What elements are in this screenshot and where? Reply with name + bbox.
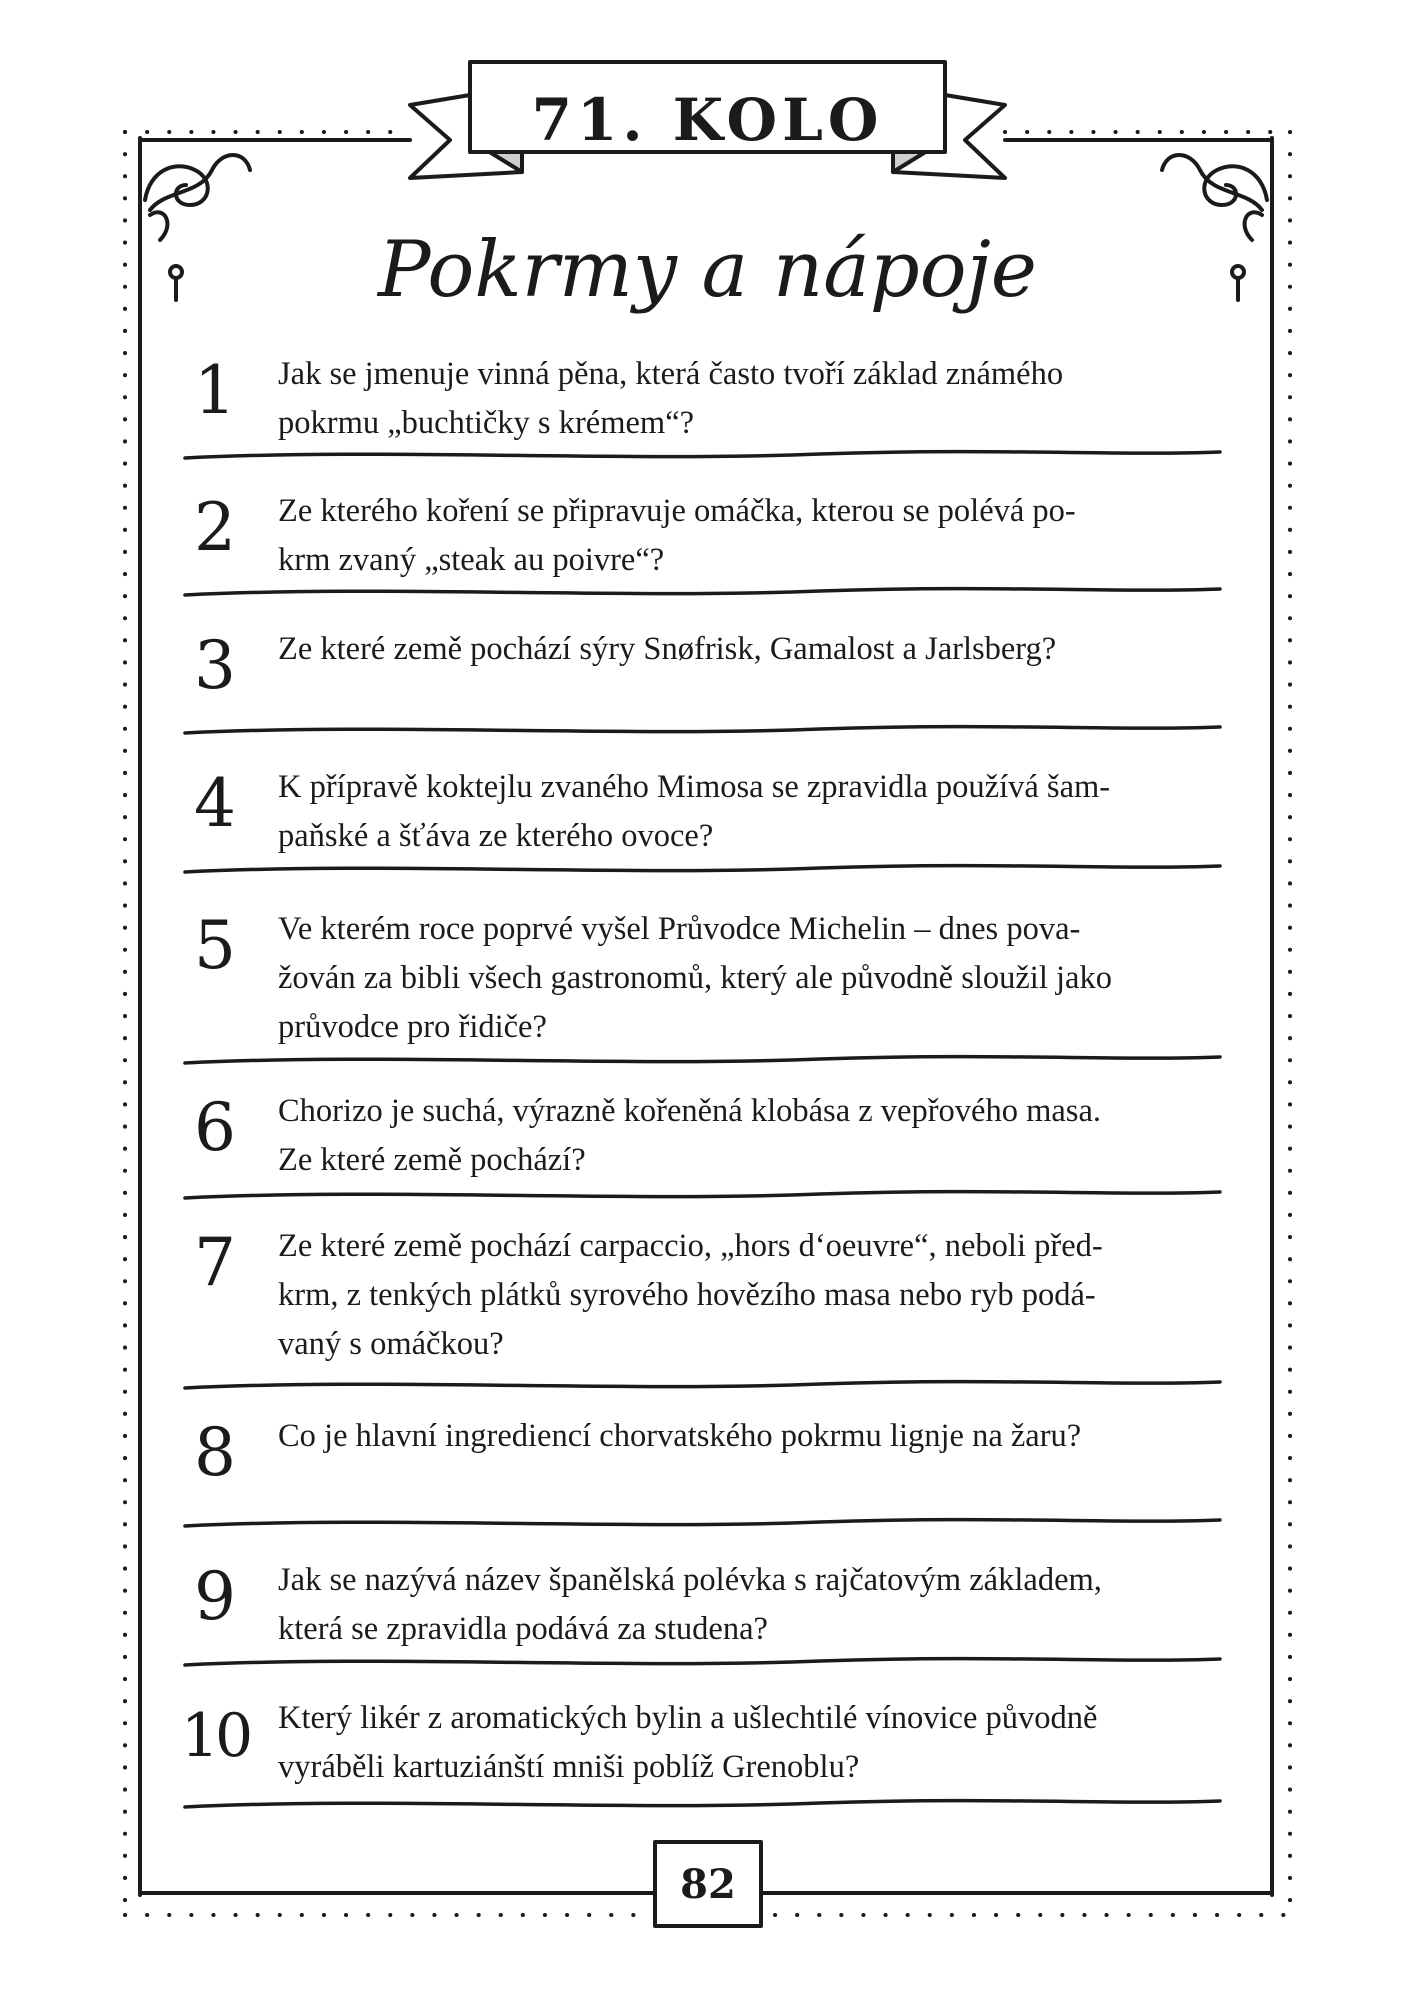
question-text: [278, 1222, 1248, 1369]
question-line: žován za bibli všech gastronomů, který ale původně sloužil jako: [278, 960, 1112, 996]
question-line: Co je hlavní ingrediencí chorvatského pokrmu lignje na žaru?: [278, 1418, 1082, 1454]
question-text: [278, 1556, 1248, 1654]
page-number: 82: [680, 1860, 736, 1908]
question-line: krm zvaný „steak au poivre“?: [278, 542, 665, 578]
question-text: [278, 1412, 1248, 1461]
question-number: 3: [194, 627, 236, 704]
question-line: Ze které země pochází?: [278, 1142, 586, 1178]
question-number: 10: [180, 1701, 250, 1771]
corner-ornament-left: [145, 155, 250, 300]
question-text: [278, 1087, 1248, 1185]
question-line: vyráběli kartuziánští mniši poblíž Grenoblu?: [278, 1749, 860, 1785]
question-line: K přípravě koktejlu zvaného Mimosa se zpravidla používá šam-: [278, 769, 1111, 805]
question-line: pokrmu „buchtičky s krémem“?: [278, 405, 695, 441]
question-line: která se zpravidla podává za studena?: [278, 1611, 768, 1647]
question-text: [278, 487, 1248, 585]
round-label: 71. KOLO: [531, 86, 884, 154]
question-line: průvodce pro řidiče?: [278, 1009, 547, 1045]
question-number: 8: [194, 1414, 236, 1491]
question-number: 2: [194, 489, 236, 566]
question-number: 5: [194, 907, 236, 984]
question-number: 7: [194, 1224, 236, 1301]
question-number: 1: [194, 352, 236, 429]
question-text: [278, 350, 1248, 448]
question-line: Chorizo je suchá, výrazně kořeněná klobása z vepřového masa.: [278, 1093, 1102, 1129]
question-line: Jak se nazývá název španělská polévka s rajčatovým základem,: [278, 1562, 1102, 1598]
question-text: [278, 1694, 1248, 1792]
question-text: [278, 763, 1248, 861]
question-line: Ze kterého koření se připravuje omáčka, kterou se polévá po-: [278, 493, 1076, 529]
question-line: vaný s omáčkou?: [278, 1326, 504, 1362]
question-line: Ze které země pochází carpaccio, „hors d‘oeuvre“, neboli před-: [278, 1228, 1103, 1264]
question-number: 4: [194, 765, 236, 842]
corner-ornament-right: [1162, 155, 1267, 300]
question-line: Který likér z aromatických bylin a ušlechtilé vínovice původně: [278, 1700, 1098, 1736]
question-line: paňské a šťáva ze kterého ovoce?: [278, 818, 714, 854]
question-line: Ve kterém roce poprvé vyšel Průvodce Michelin – dnes pova-: [278, 911, 1081, 947]
question-text: [278, 625, 1248, 674]
question-number: 6: [194, 1089, 236, 1166]
question-line: krm, z tenkých plátků syrového hovězího masa nebo ryb podá-: [278, 1277, 1096, 1313]
page-title: Pokrmy a nápoje: [378, 225, 1037, 315]
question-text: [278, 905, 1248, 1052]
question-line: Jak se jmenuje vinná pěna, která často tvoří základ známého: [278, 356, 1064, 392]
question-line: Ze které země pochází sýry Snøfrisk, Gamalost a Jarlsberg?: [278, 631, 1057, 667]
question-number: 9: [194, 1558, 236, 1635]
